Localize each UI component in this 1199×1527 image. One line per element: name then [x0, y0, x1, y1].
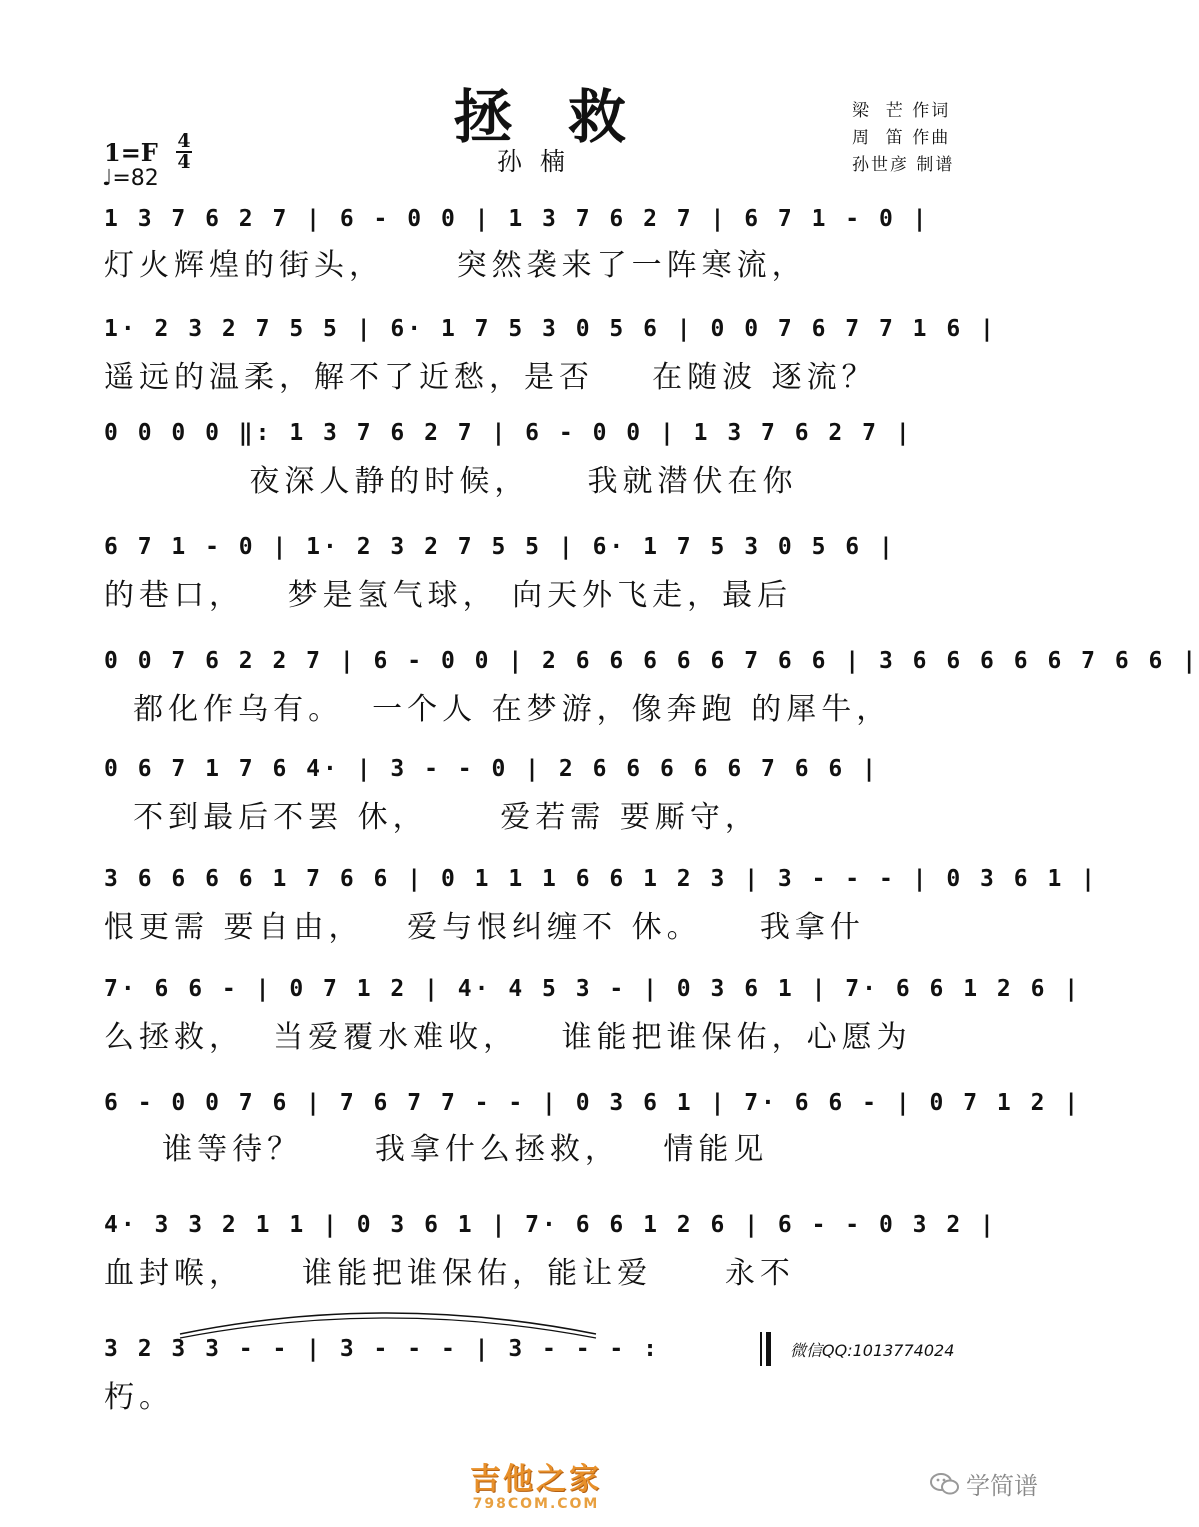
lyrics-row: 的巷口， 梦是氢气球， 向天外飞走，最后	[104, 578, 793, 613]
lyricist-credit: 梁 芒 作词	[852, 101, 951, 121]
time-top: 4	[177, 130, 191, 152]
time-bottom: 4	[177, 151, 191, 173]
logo-subtext: 798COM.COM	[472, 1496, 600, 1512]
final-barline-thin	[760, 1332, 762, 1366]
notation-row: 6 7 1 - 0 | 1· 2 3 2 7 5 5 | 6· 1 7 5 3 0 5 6 |	[104, 534, 896, 560]
site-logo	[470, 1454, 602, 1512]
notation-row: 0 0 7 6 2 2 7 | 6 - 0 0 | 2 6 6 6 6 6 7 6 6 | 3 6 6 6 6 6 7 6 6 |	[104, 648, 1199, 674]
time-signature	[176, 132, 192, 172]
notation-row: 0 0 0 0 ‖: 1 3 7 6 2 7 | 6 - 0 0 | 1 3 7 6 2 7 |	[104, 420, 913, 446]
notation-row: 0 6 7 1 7 6 4· | 3 - - 0 | 2 6 6 6 6 6 7 6 6 |	[104, 756, 879, 782]
singer-name: 孙楠	[496, 147, 583, 176]
transcriber-credit: 孙世彦 制谱	[852, 155, 955, 175]
lyrics-row: 朽。	[104, 1380, 174, 1415]
lyrics-row: 谁等待？ 我拿什么拯救， 情能见	[104, 1132, 769, 1167]
credits	[852, 98, 954, 179]
notation-row: 1 3 7 6 2 7 | 6 - 0 0 | 1 3 7 6 2 7 | 6 7 1 - 0 |	[104, 206, 930, 232]
lyrics-row: 夜深人静的时候， 我就潜伏在你	[104, 464, 798, 499]
lyrics-row: 灯火辉煌的街头， 突然袭来了一阵寒流，	[104, 248, 807, 283]
key-signature: 1=F	[104, 138, 158, 167]
notation-row: 4· 3 3 2 1 1 | 0 3 6 1 | 7· 6 6 1 2 6 | 6 - - 0 3 2 |	[104, 1212, 997, 1238]
song-title: 拯救	[453, 83, 682, 151]
notation-row: 1· 2 3 2 7 5 5 | 6· 1 7 5 3 0 5 6 | 0 0 7 6 7 7 1 6 |	[104, 316, 997, 342]
lyrics-row: 血封喉， 谁能把谁保佑，能让爱 永不	[104, 1256, 795, 1291]
lyrics-row: 都化作乌有。 一个人 在梦游，像奔跑 的犀牛，	[104, 692, 892, 727]
tempo-mark: ♩=82	[102, 166, 159, 191]
notation-row: 3 6 6 6 6 1 7 6 6 | 0 1 1 1 6 6 1 2 3 | 3 - - - | 0 3 6 1 |	[104, 866, 1098, 892]
slur-arc	[176, 1300, 606, 1340]
brand-text: 学简谱	[966, 1472, 1038, 1500]
logo-text: 吉他之家	[470, 1462, 602, 1497]
lyrics-row: 恨更需 要自由， 爱与恨纠缠不 休。 我拿什	[104, 910, 865, 945]
wechat-icon	[930, 1471, 960, 1497]
brand-watermark	[930, 1466, 1038, 1501]
lyrics-row: 么拯救， 当爱覆水难收， 谁能把谁保佑，心愿为	[104, 1020, 912, 1055]
lyrics-row: 遥远的温柔，解不了近愁，是否 在随波 逐流？	[104, 360, 877, 395]
notation-row: 3 2 3 3 - - | 3 - - - | 3 - - - :	[104, 1336, 660, 1362]
notation-row: 6 - 0 0 7 6 | 7 6 7 7 - - | 0 3 6 1 | 7· 6 6 - | 0 7 1 2 |	[104, 1090, 1082, 1116]
notation-row: 7· 6 6 - | 0 7 1 2 | 4· 4 5 3 - | 0 3 6 1 | 7· 6 6 1 2 6 |	[104, 976, 1082, 1002]
final-barline-thick	[766, 1332, 771, 1366]
wechat-contact: 微信QQ:1013774024	[790, 1341, 955, 1360]
lyrics-row: 不到最后不罢 休， 爱若需 要厮守，	[104, 800, 760, 835]
composer-credit: 周 笛 作曲	[852, 128, 951, 148]
